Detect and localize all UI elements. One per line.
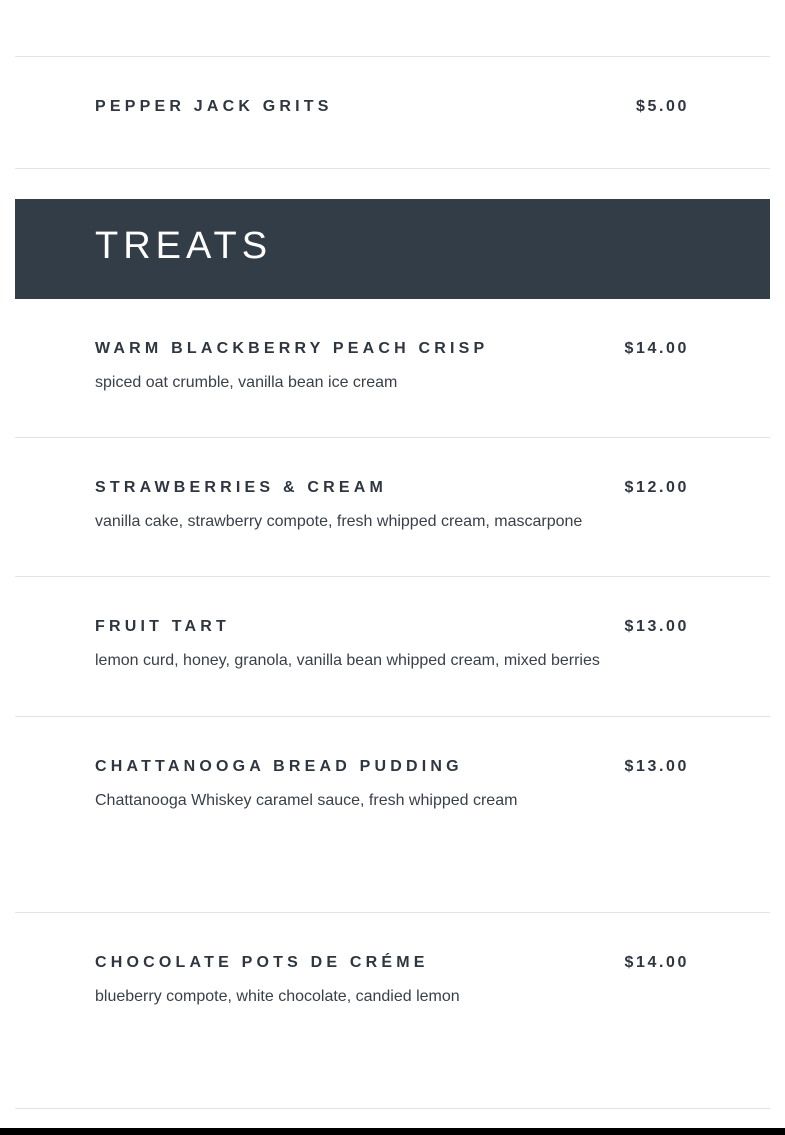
menu-item-price: $13.00: [624, 618, 689, 635]
menu-item-name: FRUIT TART: [95, 618, 231, 635]
divider: [15, 1108, 770, 1109]
menu-item-name: STRAWBERRIES & CREAM: [95, 479, 388, 496]
menu-item-description: lemon curd, honey, granola, vanilla bean whipped cream, mixed berries: [95, 652, 600, 669]
divider: [15, 576, 770, 577]
divider: [15, 168, 770, 169]
menu-item-price: $13.00: [624, 758, 689, 775]
menu-item-price: $14.00: [624, 954, 689, 971]
menu-item-price: $5.00: [635, 98, 689, 115]
menu-item-warm-blackberry-peach-crisp: [0, 340, 785, 400]
menu-item-price: $14.00: [624, 340, 689, 357]
section-title: TREATS: [95, 225, 273, 267]
menu-item-fruit-tart: [0, 618, 785, 678]
menu-item-price: [636, 0, 689, 2]
divider: [15, 912, 770, 913]
menu-item-description: Chattanooga Whiskey caramel sauce, fresh whipped cream: [95, 792, 518, 809]
menu-item-price: $12.00: [624, 479, 689, 496]
menu-item-name: CHATTANOOGA BREAD PUDDING: [95, 758, 463, 775]
divider: [15, 437, 770, 438]
menu-item-description: blueberry compote, white chocolate, candied lemon: [95, 988, 460, 1005]
menu-item-herb-couscous: [0, 0, 785, 4]
section-header-treats: [15, 199, 770, 299]
menu-item-name: PEPPER JACK GRITS: [95, 98, 333, 115]
menu-item-chocolate-pots-de-creme: [0, 954, 785, 1014]
divider: [15, 716, 770, 717]
menu-item-pepper-jack-grits: [0, 98, 785, 118]
menu-item-strawberries-and-cream: [0, 479, 785, 539]
menu-item-description: vanilla cake, strawberry compote, fresh whipped cream, mascarpone: [95, 513, 583, 530]
menu-item-chattanooga-bread-pudding: [0, 758, 785, 818]
menu-item-name: CHOCOLATE POTS DE CRÉME: [95, 954, 429, 971]
menu-item-name: WARM BLACKBERRY PEACH CRISP: [95, 340, 489, 357]
divider: [15, 56, 770, 57]
menu-item-name: [95, 0, 292, 2]
menu-item-description: spiced oat crumble, vanilla bean ice cream: [95, 374, 398, 391]
bottom-bar: [0, 1128, 785, 1135]
